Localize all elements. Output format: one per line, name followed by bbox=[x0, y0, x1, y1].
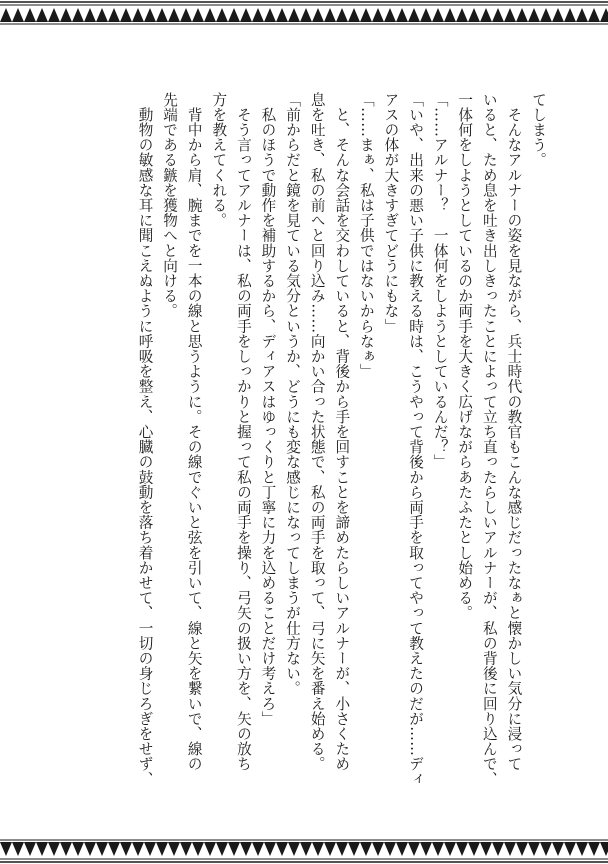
text-line-3: いると、ため息を吐き出しきったことによって立ち直ったらしいアルナーが、私の背後に回り込んで、 bbox=[480, 92, 498, 787]
bottom-decorative-border bbox=[0, 836, 608, 864]
text-line-10: 息を吐き、私の前へと回り込み……向かい合った状態で、私の両手を取って、弓に矢を番え始める。 bbox=[308, 92, 326, 772]
border-triangle-pattern bbox=[0, 842, 608, 856]
text-line-7: アスの体が大きすぎてどうにもな」 bbox=[382, 92, 400, 334]
text-line-8: 「……まぁ、私は子供ではないからなぁ」 bbox=[357, 92, 375, 379]
text-line-5: 「……アルナー？ 一体何をしようとしているんだ？」 bbox=[431, 92, 449, 470]
text-line-6: 「いや、出来の悪い子供に教える時は、こうやって背後から両手を取ってやって教えたのだが……ディ bbox=[407, 92, 425, 787]
text-line-2: そんなアルナーの姿を見ながら、兵士時代の教官もこんな感じだったなぁと懐かしい気分に浸って bbox=[505, 92, 523, 772]
text-line-9: と、そんな会話を交わしていると、背後から手を回すことを諦めたらしいアルナーが、小さくため bbox=[333, 92, 351, 772]
text-line-17: 動物の敏感な耳に聞こえぬように呼吸を整え、心臓の鼓動を落ち着かせて、一切の身じろぎをせず、 bbox=[136, 92, 154, 787]
text-line-11: 「前からだと鏡を見ている気分というか、どうにも変な感じになってしまうが仕方ない。 bbox=[284, 92, 302, 696]
border-triangle-pattern bbox=[0, 8, 608, 22]
text-line-13: そう言ってアルナーは、私の両手をしっかりと握って私の両手を操り、弓矢の扱い方を、矢の放ち bbox=[234, 92, 252, 772]
text-line-4: 一体何をしようとしているのか両手を大きく広げながらあたふたとし始める。 bbox=[456, 92, 474, 621]
novel-text-body bbox=[58, 92, 550, 810]
text-line-14: 方を教えてくれる。 bbox=[210, 92, 228, 228]
text-line-12: 私のほうで動作を補助するから、ディアスはゆっくりと丁寧に力を込めることだけ考えろ」 bbox=[259, 92, 277, 727]
top-decorative-border bbox=[0, 0, 608, 28]
text-line-1: てしまう。 bbox=[530, 92, 547, 168]
text-line-15: 背中から肩、腕までを一本の線と思うように。その線でぐいと弦を引いて、線と矢を繋いで、線の bbox=[185, 92, 203, 772]
text-line-16: 先端である鏃を獲物へと向ける。 bbox=[161, 92, 179, 319]
